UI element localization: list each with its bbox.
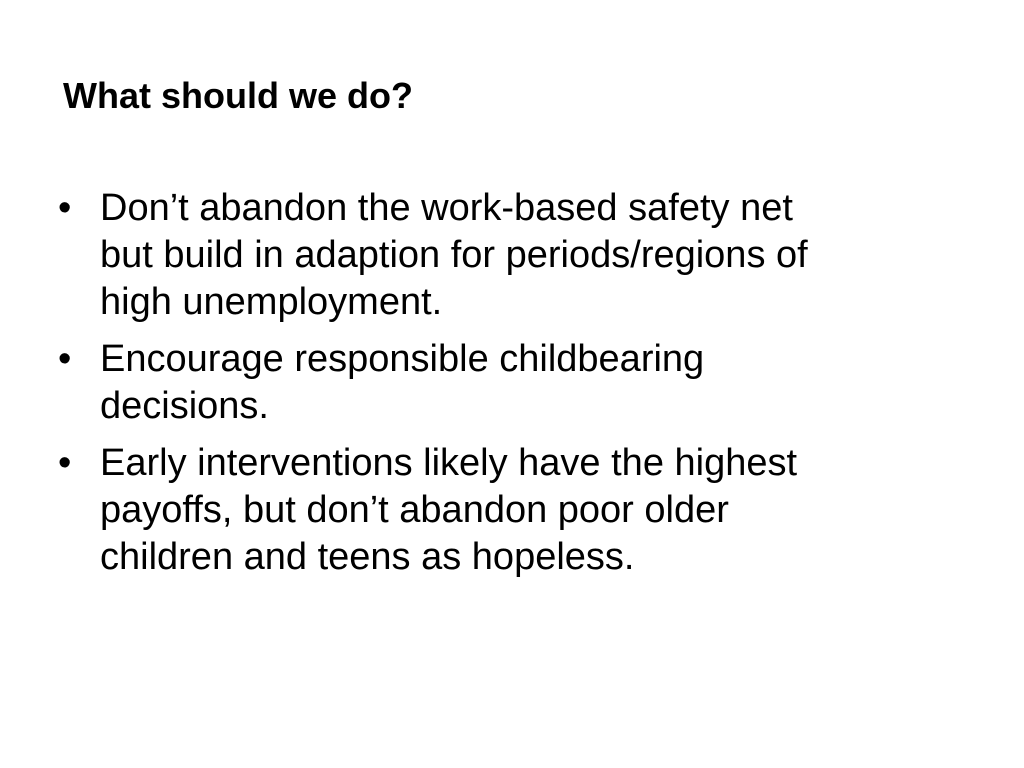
bullet-marker-icon: • <box>58 338 72 380</box>
slide-title: What should we do? <box>63 75 413 116</box>
bullet-item-childbearing <box>58 336 968 430</box>
bullet-item-safety-net <box>58 185 968 326</box>
bullet-item-early-interventions <box>58 440 968 581</box>
bullet-line: Encourage responsible childbearing <box>100 338 705 380</box>
bullet-line: high unemployment. <box>100 281 443 323</box>
bullet-line: children and teens as hopeless. <box>100 536 635 578</box>
bullet-line: decisions. <box>100 385 269 427</box>
bullet-list <box>58 185 968 591</box>
bullet-line: payoffs, but don’t abandon poor older <box>100 489 729 531</box>
bullet-marker-icon: • <box>58 442 72 484</box>
bullet-line: Early interventions likely have the highest <box>100 442 798 484</box>
bullet-line: but build in adaption for periods/regions of <box>100 234 808 276</box>
bullet-line: Don’t abandon the work-based safety net <box>100 187 793 229</box>
bullet-marker-icon: • <box>58 187 72 229</box>
